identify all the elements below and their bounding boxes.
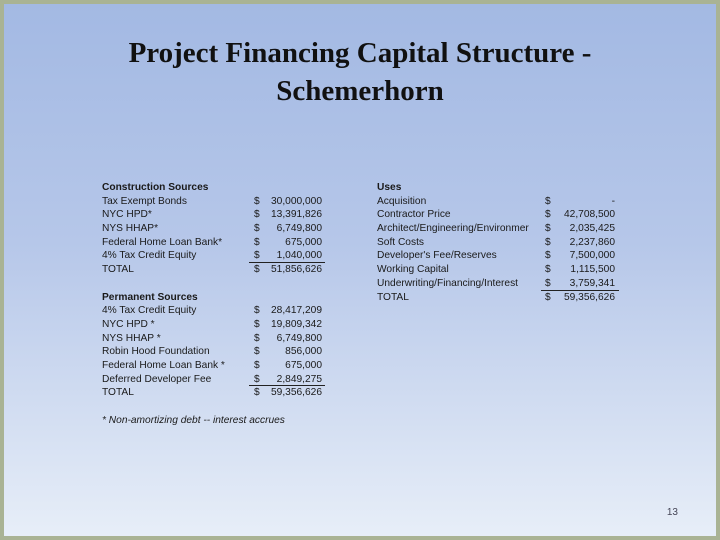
row-amount: 30,000,000 (271, 195, 322, 207)
table-row (377, 263, 627, 277)
table-row (102, 195, 332, 209)
row-amount: 13,391,826 (271, 209, 322, 221)
row-label: Deferred Developer Fee (102, 373, 212, 385)
row-amount: 19,809,342 (271, 318, 322, 330)
row-label: 4% Tax Credit Equity (102, 250, 197, 262)
title-line-2: Schemerhorn (276, 75, 444, 107)
total-label: TOTAL (102, 264, 134, 276)
sources-table (102, 181, 332, 427)
construction-total-row (102, 263, 332, 277)
slide (4, 4, 716, 536)
currency-symbol: $ (254, 387, 260, 399)
row-amount: 28,417,209 (271, 305, 322, 317)
currency-symbol: $ (545, 236, 551, 248)
row-amount: 1,040,000 (276, 250, 322, 262)
table-row (102, 249, 332, 263)
row-amount: - (611, 195, 615, 207)
divider (102, 400, 332, 414)
table-row (102, 222, 332, 236)
currency-symbol: $ (254, 305, 260, 317)
currency-symbol: $ (254, 209, 260, 221)
table-row (377, 277, 627, 291)
currency-symbol: $ (254, 318, 260, 330)
row-amount: 675,000 (285, 236, 322, 248)
total-label: TOTAL (102, 387, 134, 399)
table-row (102, 318, 332, 332)
row-label: Tax Exempt Bonds (102, 195, 187, 207)
row-label: Soft Costs (377, 236, 424, 248)
table-row (377, 208, 627, 222)
total-amount: 59,356,626 (564, 291, 615, 303)
row-amount: 6,749,800 (276, 332, 322, 344)
row-label: 4% Tax Credit Equity (102, 305, 197, 317)
uses-total-row (377, 291, 627, 305)
currency-symbol: $ (254, 373, 260, 385)
table-row (102, 236, 332, 250)
row-label: Developer's Fee/Reserves (377, 250, 497, 262)
table-row (377, 249, 627, 263)
uses-header: Uses (377, 182, 402, 193)
row-label: NYC HPD* (102, 209, 152, 221)
row-label: NYC HPD * (102, 318, 155, 330)
row-amount: 6,749,800 (276, 223, 322, 235)
currency-symbol: $ (545, 264, 551, 276)
row-amount: 2,237,860 (569, 236, 615, 248)
currency-symbol: $ (254, 250, 260, 262)
total-amount: 51,856,626 (271, 264, 322, 276)
row-amount: 7,500,000 (569, 250, 615, 262)
currency-symbol: $ (254, 346, 260, 358)
table-row (102, 208, 332, 222)
row-amount: 1,115,500 (570, 264, 615, 276)
currency-symbol: $ (254, 332, 260, 344)
currency-symbol: $ (545, 209, 551, 221)
footnote: * Non-amortizing debt -- interest accrues (102, 414, 285, 426)
row-label: NYS HHAP* (102, 223, 159, 235)
total-label: TOTAL (377, 291, 409, 303)
table-row (102, 304, 332, 318)
slide-title (4, 34, 716, 110)
row-label: Federal Home Loan Bank* (102, 236, 223, 248)
currency-symbol: $ (545, 195, 551, 207)
currency-symbol: $ (254, 223, 260, 235)
row-label: NYS HHAP * (102, 332, 161, 344)
page-number: 13 (666, 507, 678, 518)
table-row (102, 345, 332, 359)
construction-sources-header: Construction Sources (102, 182, 209, 193)
table-row (102, 359, 332, 373)
divider (102, 277, 332, 291)
row-label: Contractor Price (377, 209, 451, 221)
currency-symbol: $ (254, 195, 260, 207)
table-row (102, 373, 332, 387)
total-amount: 59,356,626 (271, 387, 322, 399)
currency-symbol: $ (254, 359, 260, 371)
table-row (102, 332, 332, 346)
currency-symbol: $ (254, 236, 260, 248)
row-label: Underwriting/Financing/Interest (377, 277, 518, 289)
currency-symbol: $ (545, 223, 551, 235)
row-amount: 2,849,275 (276, 373, 322, 385)
row-amount: 2,035,425 (569, 223, 615, 235)
row-label: Architect/Engineering/Environmer (377, 223, 529, 235)
table-row (377, 195, 627, 209)
row-amount: 3,759,341 (569, 277, 615, 289)
currency-symbol: $ (545, 250, 551, 262)
row-label: Working Capital (377, 264, 449, 276)
currency-symbol: $ (545, 277, 551, 289)
row-label: Robin Hood Foundation (102, 346, 210, 358)
table-row (377, 222, 627, 236)
permanent-sources-header: Permanent Sources (102, 291, 198, 303)
row-amount: 42,708,500 (564, 209, 615, 221)
currency-symbol: $ (254, 264, 260, 276)
title-line-1: Project Financing Capital Structure - (128, 37, 592, 69)
row-label: Acquisition (377, 195, 427, 207)
table-row (377, 236, 627, 250)
currency-symbol: $ (545, 291, 551, 303)
row-label: Federal Home Loan Bank * (102, 359, 225, 371)
permanent-total-row (102, 386, 332, 400)
row-amount: 675,000 (285, 359, 322, 371)
uses-table (377, 181, 627, 304)
row-amount: 856,000 (285, 346, 322, 358)
